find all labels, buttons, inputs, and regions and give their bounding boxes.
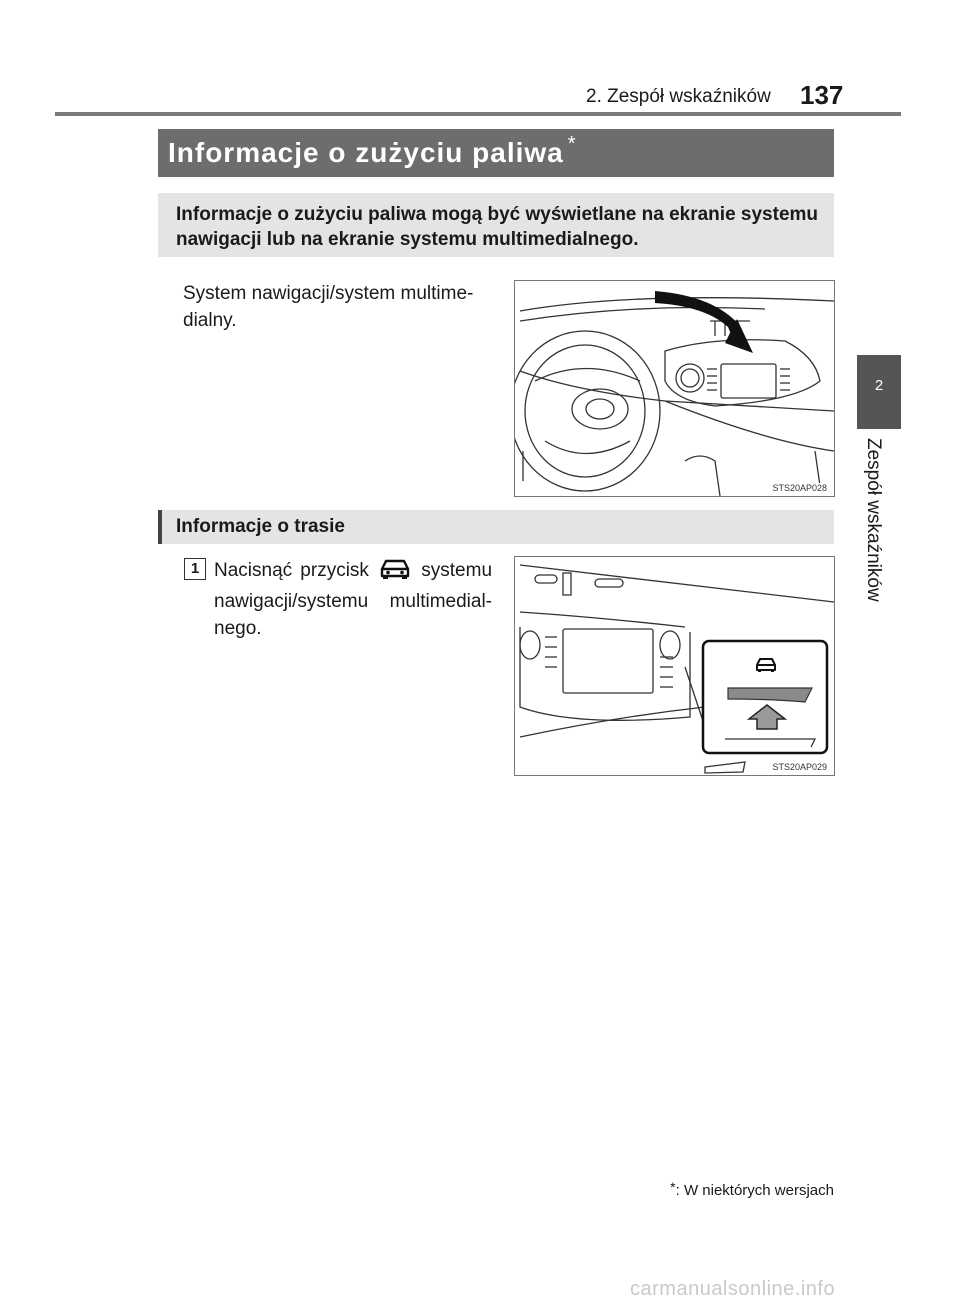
- illustration-code: STS20AP029: [772, 762, 827, 772]
- chapter-tab-label-wrap: [862, 438, 892, 618]
- chapter-tab-number: 2: [857, 355, 901, 429]
- section-title-bar: [158, 129, 834, 177]
- subsection-title: Informacje o trasie: [176, 516, 345, 537]
- step-text-before: Nacisnąć przycisk: [214, 560, 369, 581]
- dashboard-illustration: [514, 280, 835, 497]
- footnote: [620, 1179, 834, 1199]
- body-text: System nawigacji/system multime-dialny.: [183, 283, 474, 331]
- title-footnote-marker: *: [567, 133, 577, 155]
- dashboard-drawing: [515, 281, 834, 496]
- step-number-box: 1: [184, 558, 206, 580]
- footnote-marker: *: [670, 1179, 676, 1195]
- intro-text: Informacje o zużyciu paliwa mogą być wyświetlane na ekranie systemu nawigacji lub na ekranie systemu multimedialnego.: [176, 204, 819, 250]
- intro-box: [158, 193, 834, 257]
- chapter-tab-label: Zespół wskaźników: [863, 438, 884, 602]
- page-number: 137: [800, 80, 844, 110]
- running-header-chapter: 2. Zespół wskaźników: [586, 86, 771, 107]
- step-text-after: systemu nawigacji/systemu multimedial-nego.: [214, 560, 493, 639]
- car-icon: [379, 558, 411, 588]
- multimedia-panel-drawing: [515, 557, 834, 775]
- subsection-accent: [158, 510, 162, 544]
- multimedia-panel-illustration: [514, 556, 835, 776]
- header-rule: [55, 112, 901, 116]
- step-text: [214, 557, 492, 642]
- section-title-text: Informacje o zużyciu paliwa: [168, 137, 564, 168]
- watermark: carmanualsonline.info: [630, 1278, 836, 1300]
- footnote-text: : W niektórych wersjach: [675, 1182, 834, 1199]
- illustration-code: STS20AP028: [772, 483, 827, 493]
- subsection-title-bar: [158, 510, 834, 544]
- section-title: [168, 133, 577, 169]
